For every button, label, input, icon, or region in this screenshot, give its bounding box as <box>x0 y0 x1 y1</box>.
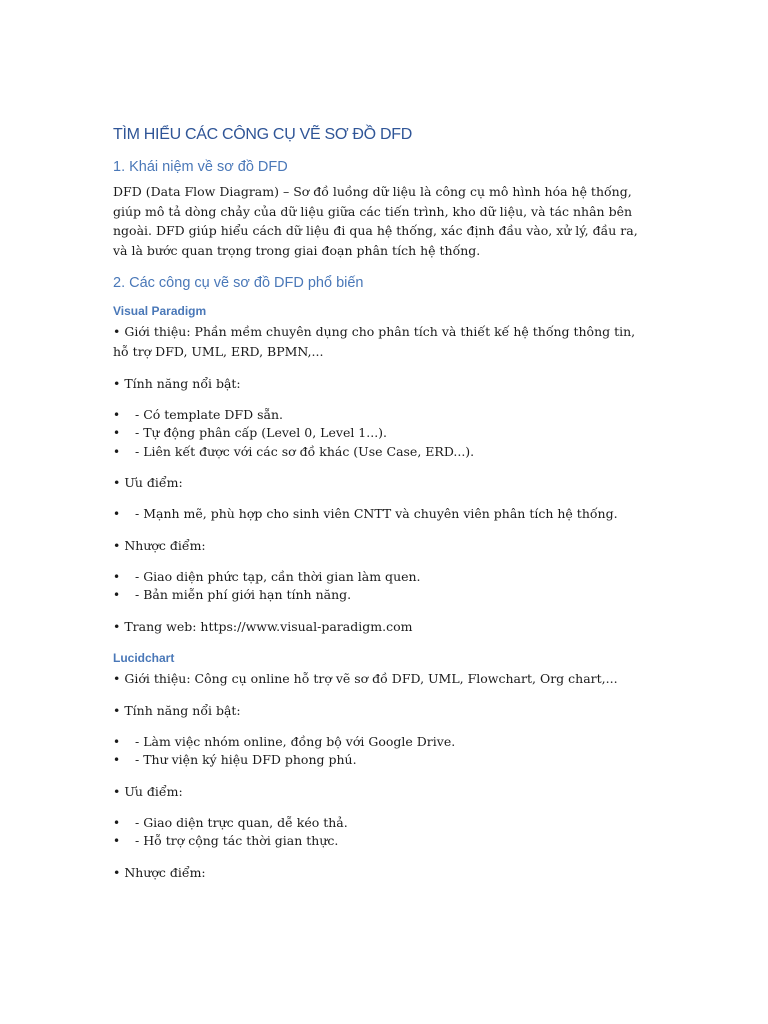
section-1-paragraph: DFD (Data Flow Diagram) – Sơ đồ luồng dữ liệu là công cụ mô hình hóa hệ thống, giúp mô tả dòng chảy của dữ liệu giữa các tiến trình, kho dữ liệu, và tác nhân bên ngoài. DFD giúp hiểu cách dữ liệu đi qua hệ thống, xác định đầu vào, xử lý, đầu ra, và là bước quan trọng trong giai đoạn phân tích hệ thống. <box>113 184 638 258</box>
list-item <box>113 424 653 443</box>
cons-list <box>113 568 653 605</box>
tool-lucidchart <box>113 649 653 883</box>
section-2-heading: 2. Các công cụ vẽ sơ đồ DFD phổ biến <box>113 275 364 292</box>
features-label: • Tính năng nổi bật: <box>113 375 241 391</box>
bullet-glyph: • <box>113 426 121 441</box>
list-item <box>113 568 653 587</box>
website-line: • Trang web: https://www.visual-paradigm.com <box>113 618 413 634</box>
list-item <box>113 505 653 524</box>
list-item-text: - Hỗ trợ cộng tác thời gian thực. <box>135 833 339 849</box>
list-item-text: - Giao diện phức tạp, cần thời gian làm quen. <box>135 568 421 584</box>
list-item <box>113 443 653 462</box>
tool-name: Lucidchart <box>113 650 175 665</box>
pros-label: • Ưu điểm: <box>113 475 183 491</box>
bullet-glyph: • <box>113 507 121 522</box>
features-list <box>113 406 653 462</box>
document-title: TÌM HIỂU CÁC CÔNG CỤ VẼ SƠ ĐỒ DFD <box>113 126 412 143</box>
tool-intro: • Giới thiệu: Công cụ online hỗ trợ vẽ sơ đồ DFD, UML, Flowchart, Org chart,... <box>113 670 618 686</box>
tool-name: Visual Paradigm <box>113 304 207 319</box>
list-item-text: - Mạnh mẽ, phù hợp cho sinh viên CNTT và chuyên viên phân tích hệ thống. <box>135 506 618 522</box>
bullet-glyph: • <box>113 444 121 459</box>
features-label: • Tính năng nổi bật: <box>113 702 241 718</box>
list-item <box>113 406 653 425</box>
bullet-glyph: • <box>113 815 121 830</box>
bullet-glyph: • <box>113 834 121 849</box>
list-item-text: - Làm việc nhóm online, đồng bộ với Google Drive. <box>135 733 456 749</box>
section-1-heading: 1. Khái niệm về sơ đồ DFD <box>113 159 288 175</box>
cons-label: • Nhược điểm: <box>113 537 206 553</box>
list-item <box>113 814 653 833</box>
list-item <box>113 586 653 605</box>
tool-intro: • Giới thiệu: Phần mềm chuyên dụng cho phân tích và thiết kế hệ thống thông tin, hỗ trợ DFD, UML, ERD, BPMN,... <box>113 324 636 359</box>
list-item <box>113 832 653 851</box>
list-item-text: - Thư viện ký hiệu DFD phong phú. <box>135 752 357 768</box>
tool-visual-paradigm <box>113 302 653 636</box>
list-item-text: - Bản miễn phí giới hạn tính năng. <box>135 587 352 603</box>
bullet-glyph: • <box>113 407 121 422</box>
cons-label: • Nhược điểm: <box>113 864 206 880</box>
bullet-glyph: • <box>113 734 121 749</box>
bullet-glyph: • <box>113 753 121 768</box>
list-item <box>113 751 653 770</box>
document-body <box>113 122 653 895</box>
list-item-text: - Tự động phân cấp (Level 0, Level 1...). <box>135 425 388 441</box>
list-item-text: - Liên kết được với các sơ đồ khác (Use Case, ERD...). <box>135 443 475 459</box>
bullet-glyph: • <box>113 569 121 584</box>
bullet-glyph: • <box>113 588 121 603</box>
list-item <box>113 733 653 752</box>
features-list <box>113 733 653 770</box>
list-item-text: - Giao diện trực quan, dễ kéo thả. <box>135 814 348 830</box>
pros-label: • Ưu điểm: <box>113 783 183 799</box>
pros-list <box>113 814 653 851</box>
pros-list <box>113 505 653 524</box>
list-item-text: - Có template DFD sẵn. <box>135 406 283 422</box>
